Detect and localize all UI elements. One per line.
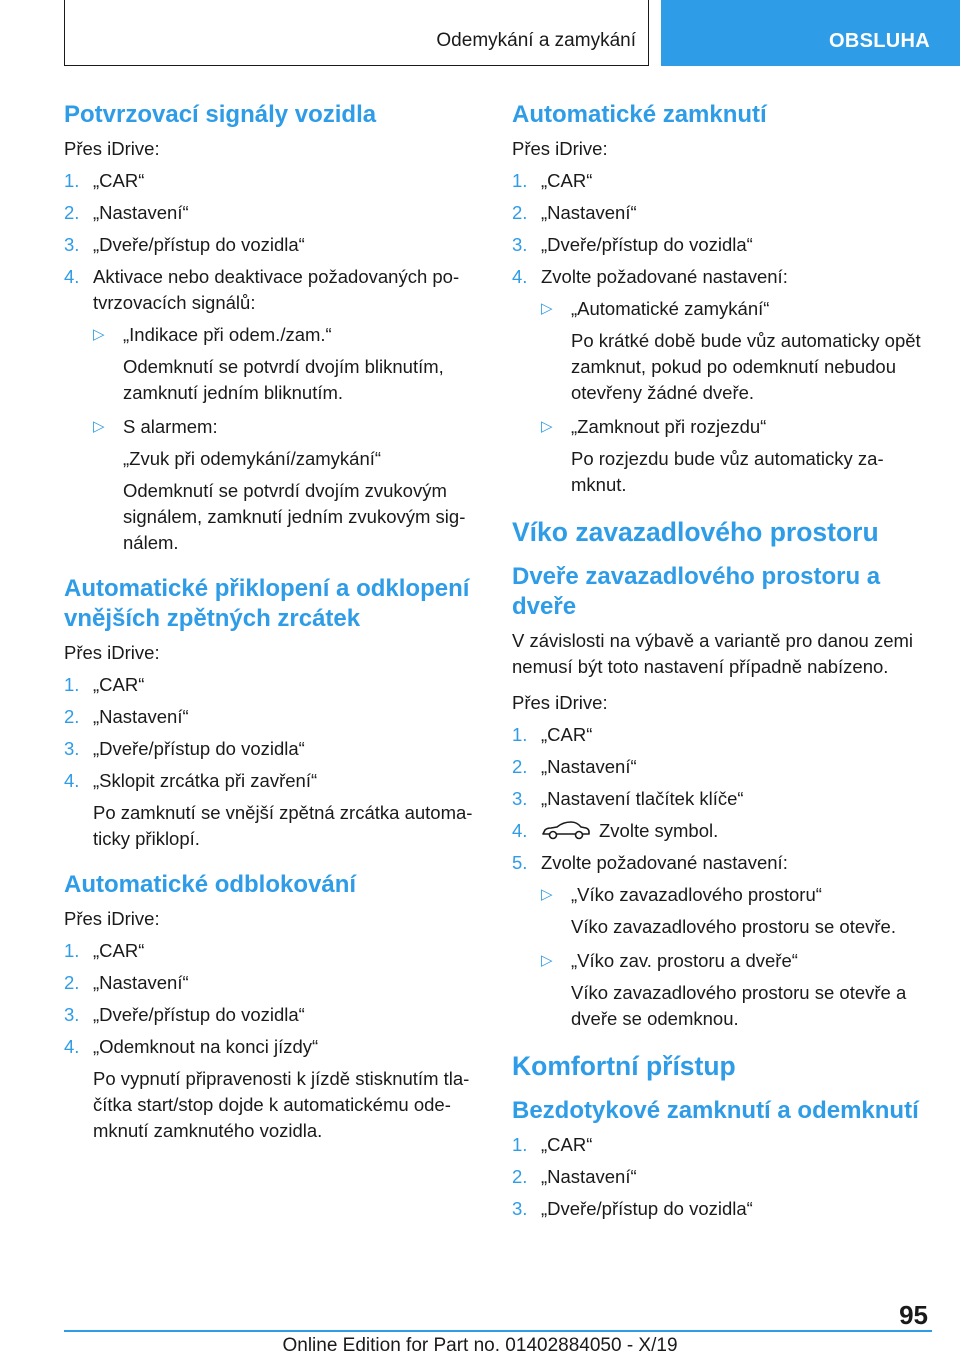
options-list (541, 296, 932, 498)
section-tailgate-and-doors (512, 562, 932, 1032)
step-description: Po zamknutí se vnější zpětná zrcátka automaticky přiklopí. (93, 802, 473, 849)
via-idrive: Přes iDrive: (512, 138, 608, 159)
section-heading: Dveře zavazadlového prostoru a dveře (512, 563, 881, 620)
list-item: 1. „CAR“ (64, 674, 145, 695)
list-item: 1. „CAR“ (512, 724, 593, 745)
section-intro: V závislosti na výbavě a variantě pro danou zemi nemusí být toto nastavení případně nabízeno. (512, 630, 914, 677)
option-description: Po krátké době bude vůz automaticky opět zamknut, pokud po odemknutí nebudou otevřeny žádné dveře. (571, 330, 921, 403)
option-description: Odemknutí se potvrdí dvojím zvukovým signálem, zamknutí jedním zvukovým signálem. (123, 480, 466, 553)
option-description: Víko zavazadlového prostoru se otevře a dveře se odemknou. (571, 982, 907, 1029)
options-list (93, 322, 476, 556)
list-item: 2. „Nastavení“ (512, 756, 637, 777)
option-item: ▷ „Víko zavazadlového prostoru“ Víko zavazadlového prostoru se otevře. (541, 882, 932, 940)
via-idrive: Přes iDrive: (512, 692, 608, 713)
list-item: 2. „Nastavení“ (64, 972, 189, 993)
section-heading: Potvrzovací signály vozidla (64, 101, 377, 128)
triangle-bullet-icon: ▷ (93, 326, 105, 343)
list-item: 1. „CAR“ (512, 170, 593, 191)
list-item: 1. „CAR“ (64, 170, 145, 191)
step-description: Po vypnutí připravenosti k jízdě stisknutím tlačítka start/stop dojde k automatickému odemknutí zamknutého vozidla. (93, 1068, 470, 1141)
steps-list (64, 938, 476, 1144)
steps-list (512, 1132, 932, 1222)
triangle-bullet-icon: ▷ (541, 952, 553, 969)
list-item: 4. Zvolte symbol. (512, 820, 719, 841)
page-number: 95 (899, 1300, 928, 1330)
list-item: 3. „Dveře/přístup do vozidla“ (512, 1198, 753, 1219)
section-heading: Automatické zamknutí (512, 101, 767, 128)
steps-list (512, 722, 932, 1032)
list-item: 2. „Nastavení“ (512, 202, 637, 223)
triangle-bullet-icon: ▷ (541, 418, 553, 435)
chapter-title: Odemykání a zamykání (436, 30, 636, 51)
steps-list (512, 168, 932, 498)
option-description: Po rozjezdu bude vůz automaticky zamknut. (571, 448, 884, 495)
section-auto-unlock (64, 870, 476, 1144)
steps-list (64, 672, 476, 852)
via-idrive: Přes iDrive: (64, 908, 160, 929)
section-heading: Automatické přiklopení a odklopení vnějších zpětných zrcátek (64, 575, 470, 632)
footer-divider (64, 1330, 932, 1332)
list-item: 3. „Dveře/přístup do vozidla“ (64, 738, 305, 759)
section-touchless-lock (512, 1096, 932, 1222)
list-item: 3. „Nastavení tlačítek klíče“ (512, 788, 744, 809)
section-heading: Automatické odblokování (64, 871, 357, 898)
triangle-bullet-icon: ▷ (541, 886, 553, 903)
right-column (512, 100, 932, 1240)
chapter-heading-comfort-access: Komfortní přístup (512, 1051, 736, 1081)
chapter-heading-tailgate: Víko zavazadlového prostoru (512, 517, 879, 547)
list-item: 5. Zvolte požadované nastavení: ▷ „Víko zavazadlového prostoru“ Víko zavazadlového prostoru se otevře. ▷ „Víko zav. prostoru a dveře“ Víko zavazadlového prostoru se otevře a dveře se odemknou. (512, 850, 932, 1032)
triangle-bullet-icon: ▷ (541, 300, 553, 317)
section-heading: Bezdotykové zamknutí a odemknutí (512, 1097, 919, 1124)
option-description: Odemknutí se potvrdí dvojím bliknutím, zamknutí jedním bliknutím. (123, 356, 444, 403)
list-item: 3. „Dveře/přístup do vozidla“ (64, 234, 305, 255)
section-auto-lock (512, 100, 932, 498)
footer-edition: Online Edition for Part no. 01402884050 - X/19 (282, 1335, 678, 1356)
list-item: 2. „Nastavení“ (512, 1166, 637, 1187)
option-description: Víko zavazadlového prostoru se otevře. (571, 916, 896, 937)
option-item: ▷ „Automatické zamykání“ Po krátké době bude vůz automaticky opět zamknut, pokud po odemknutí nebudou otevřeny žádné dveře. (541, 296, 932, 406)
list-item: 3. „Dveře/přístup do vozidla“ (512, 234, 753, 255)
via-idrive: Přes iDrive: (64, 138, 160, 159)
header-title-box (64, 0, 649, 66)
header-section-tab (661, 0, 960, 66)
list-item: 2. „Nastavení“ (64, 706, 189, 727)
list-item: 2. „Nastavení“ (64, 202, 189, 223)
left-column (64, 100, 476, 1162)
section-confirmation-signals (64, 100, 476, 556)
list-item: 1. „CAR“ (512, 1134, 593, 1155)
option-item: ▷ S alarmem: „Zvuk při odemykání/zamykání“ Odemknutí se potvrdí dvojím zvukovým signálem, zamknutí jedním zvukovým signálem. (93, 414, 476, 556)
section-mirror-folding (64, 574, 476, 852)
list-item: 4. Aktivace nebo deaktivace požadovaných potvrzovacích signálů: ▷ „Indikace při odem./zam.“ Odemknutí se potvrdí dvojím bliknutím, zamknutí jedním bliknutím. ▷ S alarmem: „Zvuk při odemykání/zamykání“ Odemknutí se potvrdí dvojím zvukovým signálem, zamknutí jedním zvukovým signálem. (64, 264, 476, 556)
section-label: OBSLUHA (829, 30, 930, 52)
option-item: ▷ „Indikace při odem./zam.“ Odemknutí se potvrdí dvojím bliknutím, zamknutí jedním bliknutím. (93, 322, 476, 406)
steps-list (64, 168, 476, 556)
via-idrive: Přes iDrive: (64, 642, 160, 663)
list-item: 3. „Dveře/přístup do vozidla“ (64, 1004, 305, 1025)
list-item: 4. „Odemknout na konci jízdy“ Po vypnutí připravenosti k jízdě stisknutím tlačítka start/stop dojde k automatickému odemknutí zamknutého vozidla. (64, 1034, 476, 1144)
option-description: „Zvuk při odemykání/zamykání“ (123, 448, 382, 469)
options-list (541, 882, 932, 1032)
list-item: 4. „Sklopit zrcátka při zavření“ Po zamknutí se vnější zpětná zrcátka automaticky přiklopí. (64, 768, 476, 852)
triangle-bullet-icon: ▷ (93, 418, 105, 435)
list-item: 1. „CAR“ (64, 940, 145, 961)
option-item: ▷ „Zamknout při rozjezdu“ Po rozjezdu bude vůz automaticky zamknut. (541, 414, 932, 498)
car-outline-icon (541, 819, 591, 841)
option-item: ▷ „Víko zav. prostoru a dveře“ Víko zavazadlového prostoru se otevře a dveře se odemknou. (541, 948, 932, 1032)
list-item: 4. Zvolte požadované nastavení: ▷ „Automatické zamykání“ Po krátké době bude vůz automaticky opět zamknut, pokud po odemknutí nebudou otevřeny žádné dveře. ▷ „Zamknout při rozjezdu“ Po rozjezdu bude vůz automaticky zamknut. (512, 264, 932, 498)
